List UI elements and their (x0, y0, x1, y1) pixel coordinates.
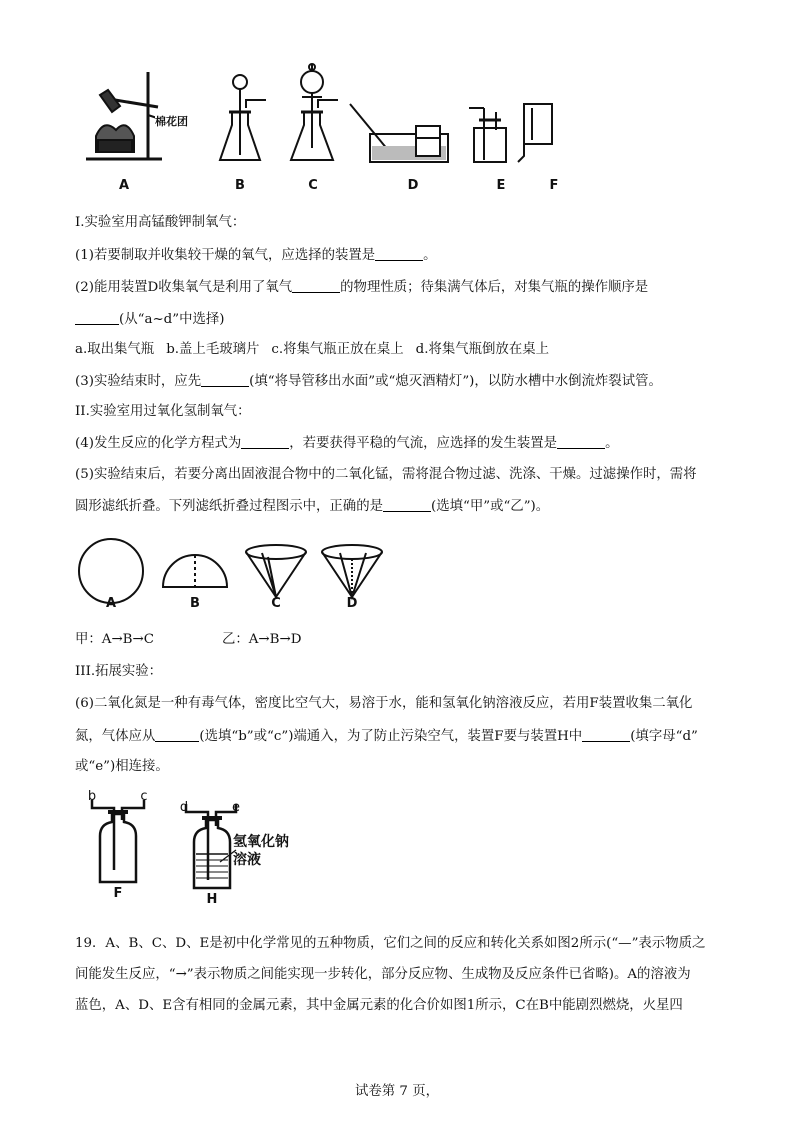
question-2-options: a.取出集气瓶 b.盖上毛玻璃片 c.将集气瓶正放在桌上 d.将集气瓶倒放在桌上 (75, 342, 549, 357)
apparatus-a-tag: 棉花团 (155, 115, 188, 128)
question-1: (1)若要制取并收集较干燥的氧气，应选择的装置是 。 (75, 248, 437, 263)
naoh-label-2: 溶液 (233, 852, 261, 868)
answer-blank-2b[interactable] (75, 310, 119, 325)
section3-title: III.拓展实验： (75, 664, 163, 679)
page-footer: 试卷第 7 页， (355, 1084, 439, 1099)
bottles-f-h-figure (0, 790, 794, 930)
answer-blank-1[interactable] (375, 246, 423, 261)
answer-blank-2a[interactable] (292, 278, 340, 293)
question-6-line3: 或“e”)相连接。 (75, 759, 169, 774)
bottle-label-f: F (113, 886, 123, 901)
question-3: (3)实验结束时，应先 (填“将导管移出水面”或“熄灭酒精灯”)，以防水槽中水倒流炸裂试管。 (75, 374, 662, 389)
answer-blank-3[interactable] (201, 372, 249, 387)
bottle-label-e: e (232, 800, 240, 815)
filter-label-d: D (346, 596, 358, 611)
apparatus-f-drawing (518, 104, 552, 162)
bottle-label-b: b (87, 789, 97, 804)
bottle-f-drawing (92, 800, 144, 882)
label-a: A (118, 178, 130, 193)
question-2: (2)能用装置D收集氧气是利用了氧气 的物理性质；待集满气体后，对集气瓶的操作顺序是 (75, 280, 649, 295)
section1-title: I.实验室用高锰酸钾制氧气： (75, 215, 246, 230)
label-b: B (235, 178, 245, 193)
label-c: C (308, 178, 318, 193)
filter-label-a: A (105, 596, 117, 611)
question-5-line2: 圆形滤纸折叠。下列滤纸折叠过程图示中，正确的是 (选填“甲”或“乙”)。 (75, 499, 550, 514)
answer-blank-5[interactable] (383, 497, 431, 512)
label-e: E (496, 178, 506, 193)
bottle-label-c: c (140, 789, 148, 804)
bottle-label-h: H (206, 892, 218, 907)
question-19-line2: 间能发生反应，“→”表示物质之间能实现一步转化，部分反应物、生成物及反应条件已省略)。A的溶液为 (75, 967, 691, 982)
apparatus-e-drawing (469, 108, 506, 162)
label-d: D (407, 178, 419, 193)
section2-title: II.实验室用过氧化氢制氧气： (75, 404, 251, 419)
question-19-line3: 蓝色，A、D、E含有相同的金属元素，其中金属元素的化合价如图1所示，C在B中能剧烈燃烧，火星四 (75, 998, 683, 1013)
question-6-line2: 氮，气体应从 (选填“b”或“c”)端通入，为了防止污染空气，装置F要与装置H中 (填字母“d” (75, 729, 698, 744)
apparatus-b-drawing (220, 75, 266, 160)
apparatus-a-drawing (86, 72, 162, 159)
bottle-label-d: d (179, 800, 189, 815)
filter-a-circle (79, 539, 143, 603)
filter-b-semicircle (163, 555, 227, 587)
filter-folding-figure (0, 535, 794, 635)
question-2-cont: (从“a~d”中选择) (75, 310, 224, 329)
apparatus-c-drawing (291, 64, 338, 160)
filter-c-cone (246, 545, 306, 597)
apparatus-figure (0, 0, 794, 200)
label-f: F (549, 178, 559, 193)
folding-paths: 甲：A→B→C 乙：A→B→D (75, 632, 302, 647)
filter-d-cone (322, 545, 382, 597)
apparatus-d-drawing (350, 104, 448, 162)
answer-blank-4a[interactable] (241, 434, 289, 449)
answer-blank-6b[interactable] (582, 727, 630, 742)
question-5-line1: (5)实验结束后，若要分离出固液混合物中的二氧化锰，需将混合物过滤、洗涤、干燥。过滤操作时，需将 (75, 467, 697, 482)
answer-blank-4b[interactable] (557, 434, 605, 449)
question-6-line1: (6)二氧化氮是一种有毒气体，密度比空气大，易溶于水，能和氢氧化钠溶液反应，若用F装置收集二氧化 (75, 696, 693, 711)
question-4: (4)发生反应的化学方程式为 ，若要获得平稳的气流，应选择的发生装置是 。 (75, 436, 619, 451)
answer-blank-6a[interactable] (155, 727, 199, 742)
naoh-label-1: 氢氧化钠 (233, 834, 289, 850)
filter-label-c: C (271, 596, 281, 611)
bottle-h-drawing (186, 804, 236, 888)
question-19-line1: 19．A、B、C、D、E是初中化学常见的五种物质，它们之间的反应和转化关系如图2所示(“—”表示物质之 (75, 936, 706, 951)
filter-label-b: B (190, 596, 200, 611)
